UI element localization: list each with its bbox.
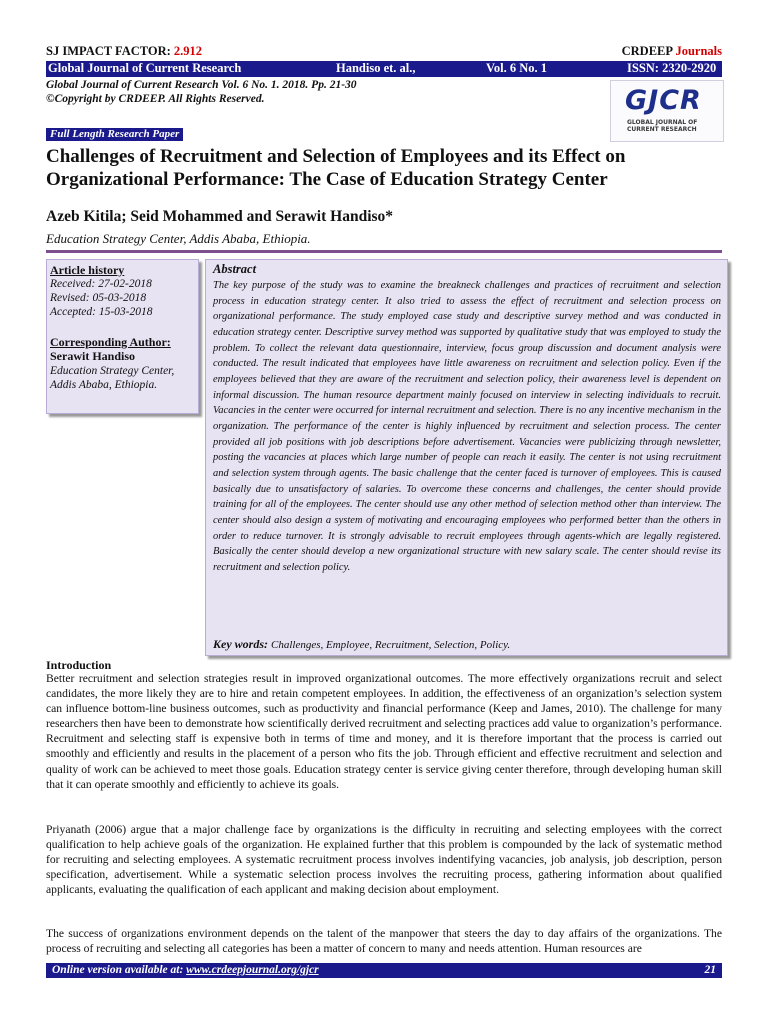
logo-text: GJCR [625, 85, 702, 116]
paragraph-2: Priyanath (2006) argue that a major challenge face by organizations is the difficulty in recruiting and selecting employees with the correct qualification to help achieve goals of the organization. He explained further that this problem is compounded by the lack of systematic method for recruiting and selecting employees. A systematic recruitment process involves indentifying vacancies, job analysis, job description, person specification, advertisement. While a systematic selection process involves the recruiting process, gathering information about qualified applicants, evaluating the qualification of each applicant and making decision about employment. [46, 823, 722, 897]
accepted-date: Accepted: 15-03-2018 [50, 306, 153, 318]
page-number: 21 [704, 964, 716, 976]
divider [46, 250, 722, 253]
received-date: Received: 27-02-2018 [50, 278, 152, 290]
revised-date: Revised: 05-03-2018 [50, 292, 147, 304]
article-history-box [46, 259, 199, 414]
corresponding-heading: Corresponding Author: [50, 335, 171, 349]
paper-title: Challenges of Recruitment and Selection of Employees and its Effect on Organizational Performance: The Case of Education Strategy Center [46, 146, 626, 190]
affiliation: Education Strategy Center, Addis Ababa, Ethiopia. [46, 231, 311, 246]
introduction-heading: Introduction [46, 658, 112, 672]
footer-url-link[interactable]: www.crdeepjournal.org/gjcr [186, 964, 319, 976]
corresponding-address-1: Education Strategy Center, [50, 365, 175, 377]
journal-band [46, 61, 722, 77]
journal-logo [610, 80, 724, 142]
volume: Vol. 6 No. 1 [486, 61, 548, 75]
abstract-text: The key purpose of the study was to examine the breakneck challenges and practices of recruitment and selection process in education strategy center. It also tried to assess the effect of recruitment and selection process on organizational performance. The study employed case study and descriptive survey method and was conducted in education strategy center. Descriptive survey method was supported by qualitative study that was employed to study the problem. To collect the relevant data questionnaire, interview, focus group discussion and document analysis were conducted. The result indicated that employees have little awareness on recruitment and selection policy. Even if the employees believed that they are aware of the recruitment and selection policy, their awareness level is dependent on informal discussion. The human resource department mainly focused on interview in selecting individuals to recruit. Vacancies in the center were occurred for internal recruitment and selection. There is no any incentive mechanism in the organization. The performance of the center is highly influenced by recruitment and selection process. The center provided all job positions with job descriptions before advertisement. Vacancies were publicizing through newsletter, posting the vacancies at places which large number of people can reach it easily. The center is not using recruitment and selection system through agents. The basic challenge that the center faced is turnover of employees. This is caused basically due to unsatisfactory of salaries. To overcome these concerns and challenges, the center should provide training for all of the employees. The center should use any other method of selection method other than interview. The center should also design a system of motivating and encouraging employees who performed better than the others in order to reduce turnover. It is strongly advisable to recruit employees through agents-which are legally registered. Basically the center should develop a new organizational structure with new salary scale. The center should revise its recruitment and selection policy. [213, 280, 721, 573]
journal-name: Global Journal of Current Research [48, 61, 242, 75]
copyright: ©Copyright by CRDEEP. All Rights Reserved. [46, 93, 265, 105]
publisher-name: CRDEEP Journals [621, 44, 722, 58]
paragraph-1: Better recruitment and selection strategies result in improved organizational outcomes. The more effectively organizations recruit and select candidates, the more likely they are to hire and retain competent employees. In addition, the effectiveness of an organization’s selection system can influence bottom-line business outcomes, such as productivity and financial performance (Keep and James, 2010). The challenge for many researchers then have been to demonstrate how scientifically derived recruitment and selecting practices add value to organization’s performance. Recruitment and selecting staff is expensive both in terms of time and money, and it is therefore important that the process is carried out smoothly and efficiently and results in the placement of a person who fits the job. Through efficient and effective recruitment and selection and quality of work can be achieved to meet those goals. Education strategy center is service giving center therefore, through developing human skill that it can operate smoothly and efficiently to achieve its goals. [46, 672, 722, 791]
issn: ISSN: 2320-2920 [627, 61, 717, 75]
logo-subtitle: GLOBAL JOURNAL OF CURRENT RESEARCH [627, 119, 698, 133]
footer-label: Online version available at: [52, 964, 187, 976]
abstract-box [205, 259, 728, 656]
paragraph-3: The success of organizations environment depends on the talent of the manpower that steers the day to day affairs of the organizations. The process of recruiting and selecting all categories has been a matter of concern to many and needs attention. Human resources are [46, 927, 722, 956]
paper-type-tag: Full Length Research Paper [46, 128, 183, 141]
authors-short: Handiso et. al., [336, 61, 416, 75]
authors: Azeb Kitila; Seid Mohammed and Serawit Handiso* [46, 208, 394, 225]
keywords: Key words: Challenges, Employee, Recruitment, Selection, Policy. [213, 637, 511, 651]
impact-factor: SJ IMPACT FACTOR: 2.912 [46, 44, 203, 58]
citation-block [46, 78, 357, 106]
citation: Global Journal of Current Research Vol. 6 No. 1. 2018. Pp. 21-30 [46, 79, 357, 91]
header-top-line [46, 44, 722, 60]
corresponding-address-2: Addis Ababa, Ethiopia. [50, 379, 158, 391]
corresponding-name: Serawit Handiso [50, 349, 136, 363]
article-history-heading: Article history [50, 263, 125, 277]
footer-band [46, 963, 722, 978]
abstract-heading: Abstract [213, 262, 257, 276]
